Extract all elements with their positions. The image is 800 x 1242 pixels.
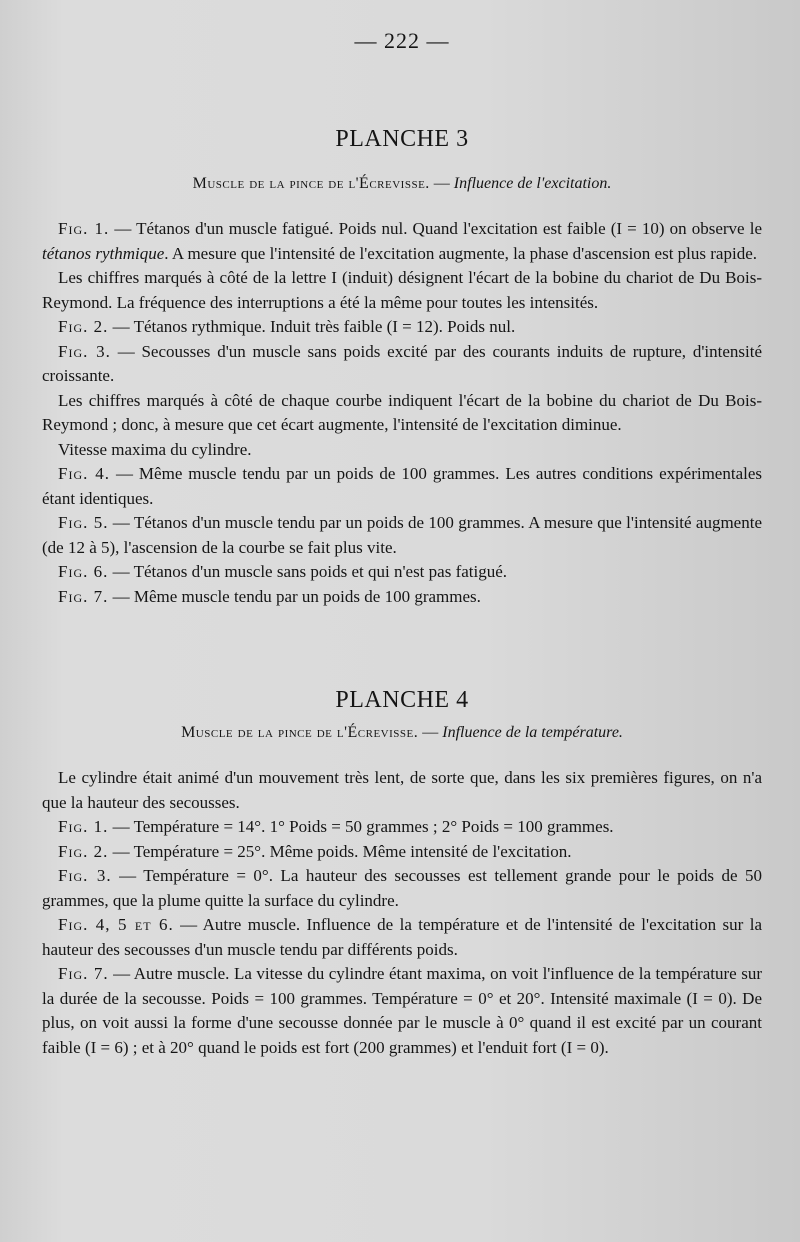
paragraph-text: — Autre muscle. Influence de la température et de l'intensité de l'excitation sur la hauteur des secousses d'un muscle tendu par différents poids. [42,915,762,959]
plate-4-subtitle-subject: Muscle de la pince de l'Écrevisse. [181,724,419,741]
plate-4-legend [42,766,762,1060]
figure-label: Fig. 5. [58,513,109,532]
figure-label: Fig. 2. [58,317,109,336]
paragraph-text-end: . A mesure que l'intensité de l'excitation augmente, la phase d'ascension est plus rapide. [164,243,757,263]
legend-paragraph [42,315,762,340]
paragraph-text: Les chiffres marqués à côté de la lettre I (induit) désignent l'écart de la bobine du chariot de Du Bois-Reymond. La fréquence des interruptions a été la même pour toutes les intensités. [42,268,762,312]
legend-paragraph [42,217,762,266]
plate-4-title: PLANCHE 4 [335,687,469,713]
figure-label: Fig. 7. [58,586,109,606]
legend-paragraph [42,511,762,560]
plate-4-subtitle-topic: Influence de la température. [442,724,623,741]
legend-paragraph [42,340,762,389]
legend-paragraph [42,815,762,840]
figure-label: Fig. 4. [58,464,111,483]
paragraph-text: — Tétanos d'un muscle tendu par un poids de 100 grammes. A mesure que l'intensité augmente (de 12 à 5), l'ascension de la courbe se fait plus vite. [42,513,762,557]
paragraph-text: — Température = 0°. La hauteur des secousses est tellement grande pour le poids de 50 grammes, que la plume quitte la surface du cylindre. [42,866,762,910]
figure-label: Fig. 1. [58,817,109,836]
legend-paragraph [42,766,762,815]
paragraph-text: — Température = 25°. Même poids. Même intensité de l'excitation. [108,841,572,861]
plate-3-legend [42,217,762,609]
figure-label: Fig. 3. [58,341,111,361]
figure-label: Fig. 3. [58,866,112,885]
figure-label: Fig. 7. [58,964,109,983]
page-number: — 222 — [354,28,450,53]
legend-paragraph [42,560,762,585]
figure-label: Fig. 2. [58,841,109,861]
paragraph-text: — Tétanos d'un muscle fatigué. Poids nul. Quand l'excitation est faible (I = 10) on observe le [109,219,762,238]
plate-3-subtitle-subject: Muscle de la pince de l'Écrevisse. [192,175,430,192]
figure-label: Fig. 1. [58,219,110,238]
legend-paragraph [42,913,762,962]
figure-label: Fig. 4, 5 et 6. [58,915,174,934]
paragraph-text: — Même muscle tendu par un poids de 100 grammes. [108,586,481,606]
plate-3-subtitle-topic: Influence de l'excitation. [453,175,612,192]
legend-paragraph [42,389,762,438]
plate-4-subtitle-dash: — [418,724,443,741]
paragraph-text: — Température = 14°. 1° Poids = 50 grammes ; 2° Poids = 100 grammes. [108,817,614,836]
legend-paragraph [42,962,762,1060]
figure-label: Fig. 6. [58,562,109,581]
legend-paragraph [42,462,762,511]
paragraph-text: Vitesse maxima du cylindre. [58,439,252,459]
plate-3-title: PLANCHE 3 [335,126,469,152]
paragraph-text: — Tétanos rythmique. Induit très faible (I = 12). Poids nul. [108,317,516,336]
paragraph-text: — Même muscle tendu par un poids de 100 grammes. Les autres conditions expérimentales étant identiques. [42,464,762,508]
plate-4-subtitle [42,724,762,742]
legend-paragraph [42,864,762,913]
paragraph-text: Le cylindre était animé d'un mouvement très lent, de sorte que, dans les six premières figures, on n'a que la hauteur des secousses. [42,768,762,812]
legend-paragraph [42,840,762,865]
paragraph-text: — Tétanos d'un muscle sans poids et qui n'est pas fatigué. [108,562,508,581]
legend-paragraph [42,585,762,610]
legend-paragraph [42,266,762,315]
plate-3-subtitle-dash: — [429,175,454,192]
paragraph-text: Les chiffres marqués à côté de chaque courbe indiquent l'écart de la bobine du chariot de Du Bois-Reymond ; donc, à mesure que cet écart augmente, l'intensité de l'excitation diminue. [42,390,762,434]
paragraph-text: — Autre muscle. La vitesse du cylindre étant maxima, on voit l'influence de la température sur la durée de la secousse. Poids = 100 grammes. Température = 0° et 20°. Intensité maximale (I = 0). De plus, on voit aussi la forme d'une secousse donnée par le muscle à 0° quand il est excité par un courant faible (I = 6) ; et à 20° quand le poids est fort (200 grammes) et l'enduit fort (I = 0). [42,964,762,1057]
paragraph-italic: tétanos rythmique [42,243,165,263]
paragraph-text: — Secousses d'un muscle sans poids excité par des courants induits de rupture, d'intensité croissante. [42,341,762,385]
legend-paragraph [42,438,762,463]
plate-3-subtitle [42,175,762,193]
